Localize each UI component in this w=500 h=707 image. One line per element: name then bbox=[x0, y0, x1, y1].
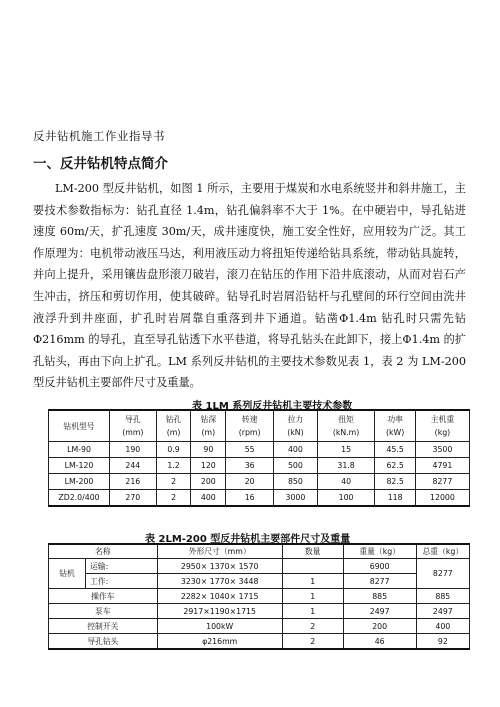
table-cell: 2 bbox=[282, 619, 343, 634]
table-cell bbox=[282, 559, 343, 574]
table-cell: 3500 bbox=[415, 442, 469, 458]
table-cell: 200 bbox=[343, 619, 416, 634]
table1-header: 功率 (kW) bbox=[375, 410, 415, 442]
table1-header: 转速 (rpm) bbox=[226, 410, 274, 442]
table-cell: 190 bbox=[110, 442, 157, 458]
table2-header: 重量（kg） bbox=[343, 544, 416, 559]
table-cell: 0.9 bbox=[156, 442, 191, 458]
table-cell: 46 bbox=[343, 634, 416, 650]
table-cell: 216 bbox=[110, 474, 157, 490]
section-title: 一、反井钻机特点简介 bbox=[33, 156, 168, 172]
table1-header: 导孔 (mm) bbox=[110, 410, 157, 442]
table-cell: 工作: bbox=[86, 574, 158, 589]
table-cell: 55 bbox=[226, 442, 274, 458]
table-cell: 400 bbox=[191, 490, 226, 507]
table-cell: LM-90 bbox=[49, 442, 110, 458]
table-cell: 钻机 bbox=[49, 559, 86, 589]
table-cell: 120 bbox=[191, 458, 226, 474]
table-cell: 8277 bbox=[415, 474, 469, 490]
table-cell: 2497 bbox=[343, 604, 416, 619]
table-cell: 45.5 bbox=[375, 442, 415, 458]
table-row bbox=[49, 559, 470, 574]
table-cell: 500 bbox=[274, 458, 318, 474]
table-cell: 1 bbox=[282, 589, 343, 604]
table1-caption-number: 表 1 bbox=[192, 401, 213, 412]
table-row bbox=[49, 458, 470, 474]
table-cell: 12000 bbox=[415, 490, 469, 507]
table-row bbox=[49, 634, 470, 650]
table-cell: 2 bbox=[156, 474, 191, 490]
table-cell: 850 bbox=[274, 474, 318, 490]
paragraph-text: LM-200 型反井钻机，如图 1 所示，主要用于煤炭和水电系统竖井和斜井施工，主要技术参数指标为：钻孔直径 1.4m，钻孔偏斜率不大于 1%。在中硬岩中，导孔钻进速度 60m/天，扩孔速度 30m/天，成井速度快，施工安全性好，应用较为广泛。其工作原理为：电机带动液压马达，利用液压动力将扭矩传递给钻具系统，带动钻具旋转，并向上提升，采用镶齿盘形滚刀破岩，滚刀在钻压的作用下沿井底滚动，从而对岩石产生冲击，挤压和剪切作用，使其破碎。钻导孔时岩屑沿钻杆与孔壁间的环行空间由洗井液浮升到井座面，扩孔时岩屑靠自重落到井下通道。钻凿Φ1.4m 钻孔时只需先钻Φ216mm 的导孔，直至导孔钻透下水平巷道，将导孔钻头在此卸下，接上Φ1.4m 的扩孔钻头，再由下向上扩孔。LM 系列反井钻机的主要技术参数见表 1，表 2 为 LM-200 型反井钻机主要部件尺寸及重量。 bbox=[33, 182, 466, 390]
table-cell: 8277 bbox=[416, 559, 469, 589]
table-cell: LM-200 bbox=[49, 474, 110, 490]
table1-header: 钻机型号 bbox=[49, 410, 110, 442]
table1-header: 扭矩 (kN.m) bbox=[317, 410, 375, 442]
table2-caption-number: 表 2 bbox=[145, 534, 166, 545]
components-table bbox=[48, 543, 470, 650]
table2-header: 总重（kg） bbox=[416, 544, 469, 559]
table-cell: 82.5 bbox=[375, 474, 415, 490]
table-cell: 15 bbox=[317, 442, 375, 458]
table-cell: 1.2 bbox=[156, 458, 191, 474]
table-cell: 控制开关 bbox=[49, 619, 158, 634]
table-row bbox=[49, 604, 470, 619]
table-cell: 16 bbox=[226, 490, 274, 507]
table1-header: 钻深 (m) bbox=[191, 410, 226, 442]
table-cell: 270 bbox=[110, 490, 157, 507]
table1-header-row bbox=[49, 410, 470, 442]
table-cell: 导孔钻头 bbox=[49, 634, 158, 650]
tech-params-table bbox=[48, 409, 470, 507]
table-cell: 操作车 bbox=[49, 589, 158, 604]
document-heading: 反井钻机施工作业指导书 bbox=[33, 129, 165, 143]
table-row bbox=[49, 490, 470, 507]
table-cell: 100kW bbox=[157, 619, 282, 634]
table-row bbox=[49, 474, 470, 490]
table-cell: 1 bbox=[282, 604, 343, 619]
table-cell: 400 bbox=[416, 619, 469, 634]
table1-header: 钻孔 (m) bbox=[156, 410, 191, 442]
table-cell: 泵车 bbox=[49, 604, 158, 619]
table-cell: 2917×1190×1715 bbox=[157, 604, 282, 619]
table2-header-row bbox=[49, 544, 470, 559]
table-cell: 118 bbox=[375, 490, 415, 507]
table-cell: 90 bbox=[191, 442, 226, 458]
table-cell: 62.5 bbox=[375, 458, 415, 474]
table-cell: 100 bbox=[317, 490, 375, 507]
table-cell: 200 bbox=[191, 474, 226, 490]
table2-header: 外形尺寸（mm） bbox=[157, 544, 282, 559]
table-cell: 40 bbox=[317, 474, 375, 490]
table-cell: 244 bbox=[110, 458, 157, 474]
table-cell: ZD2.0/400 bbox=[49, 490, 110, 507]
table-cell: 8277 bbox=[343, 574, 416, 589]
body-paragraph bbox=[33, 178, 466, 394]
table-row bbox=[49, 442, 470, 458]
table-cell: 3000 bbox=[274, 490, 318, 507]
table-cell: 2282× 1040× 1715 bbox=[157, 589, 282, 604]
table2-header: 名称 bbox=[49, 544, 158, 559]
table-cell: 20 bbox=[226, 474, 274, 490]
table-cell: 2497 bbox=[416, 604, 469, 619]
table-cell: 2 bbox=[156, 490, 191, 507]
table-row bbox=[49, 619, 470, 634]
table-row bbox=[49, 574, 470, 589]
table-cell: 4791 bbox=[415, 458, 469, 474]
table2-caption-title: LM-200 型反井钻机主要部件尺寸及重量 bbox=[165, 534, 351, 545]
table-cell: 2950× 1370× 1570 bbox=[157, 559, 282, 574]
table-cell: 885 bbox=[343, 589, 416, 604]
table-cell: φ216mm bbox=[157, 634, 282, 650]
table-cell: 6900 bbox=[343, 559, 416, 574]
table-cell: 36 bbox=[226, 458, 274, 474]
table2-header: 数量 bbox=[282, 544, 343, 559]
table-row bbox=[49, 589, 470, 604]
table1-header: 拉力 (kN) bbox=[274, 410, 318, 442]
table1-caption-title: LM 系列反井钻机主要技术参数 bbox=[212, 401, 353, 412]
table-cell: 1 bbox=[282, 574, 343, 589]
table1-header: 主机重 (kg) bbox=[415, 410, 469, 442]
table-cell: 885 bbox=[416, 589, 469, 604]
table-cell: 3230× 1770× 3448 bbox=[157, 574, 282, 589]
table-cell: 2 bbox=[282, 634, 343, 650]
table-cell: 400 bbox=[274, 442, 318, 458]
table-cell: LM-120 bbox=[49, 458, 110, 474]
table-cell: 92 bbox=[416, 634, 469, 650]
table-cell: 运输: bbox=[86, 559, 158, 574]
table-cell: 31.8 bbox=[317, 458, 375, 474]
